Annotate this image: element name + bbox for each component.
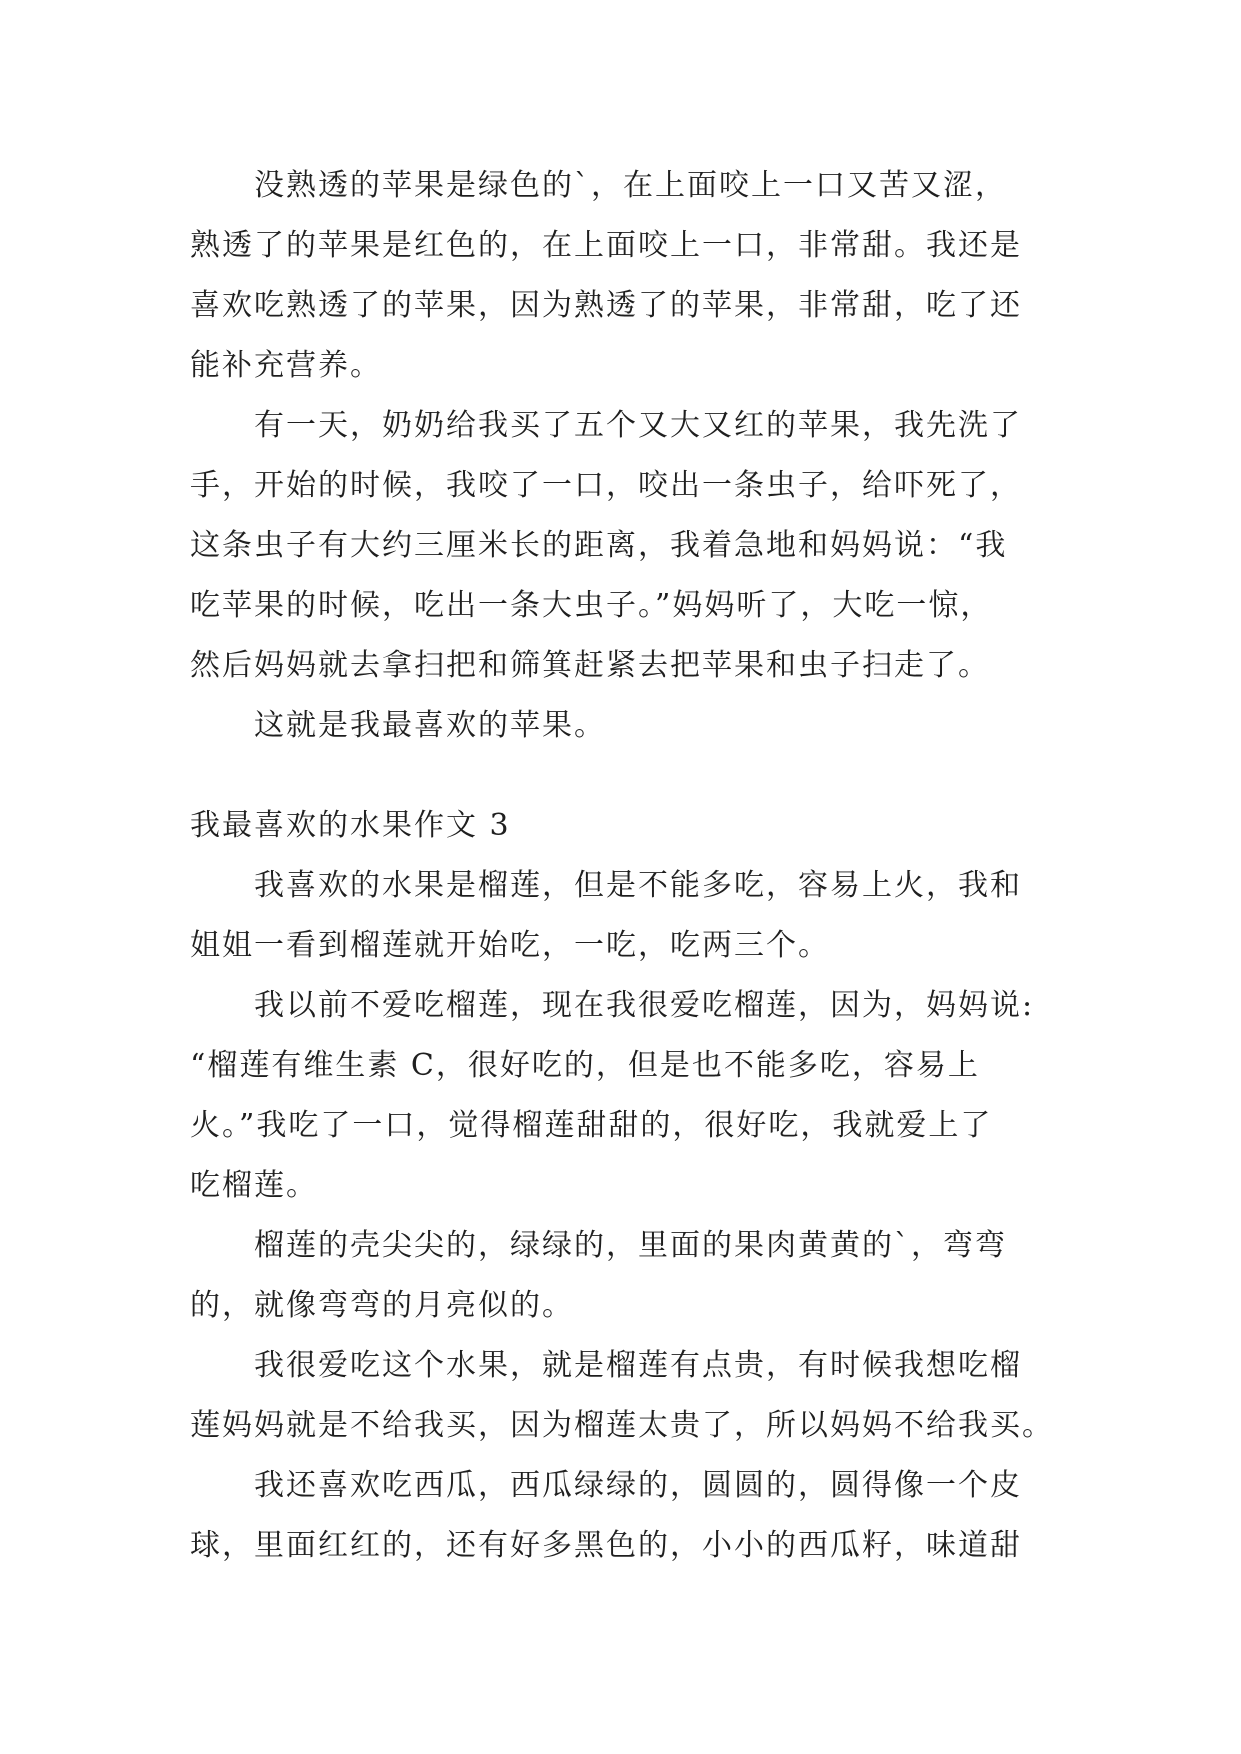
paragraph-line: 熟透了的苹果是红色的，在上面咬上一口，非常甜。我还是 [190, 228, 1022, 263]
paragraph-line: 莲妈妈就是不给我买，因为榴莲太贵了，所以妈妈不给我买。 [190, 1408, 1054, 1443]
paragraph-line: 有一天，奶奶给我买了五个又大又红的苹果，我先洗了 [254, 408, 1022, 443]
paragraph-line: 喜欢吃熟透了的苹果，因为熟透了的苹果，非常甜，吃了还 [190, 288, 1022, 323]
paragraph-line: 姐姐一看到榴莲就开始吃，一吃，吃两三个。 [190, 928, 830, 963]
paragraph-line: 榴莲的壳尖尖的，绿绿的，里面的果肉黄黄的`，弯弯 [254, 1228, 1007, 1263]
paragraph-line: 我很爱吃这个水果，就是榴莲有点贵，有时候我想吃榴 [254, 1348, 1022, 1383]
paragraph-line: 的，就像弯弯的月亮似的。 [190, 1288, 574, 1323]
paragraph-line: 没熟透的苹果是绿色的`，在上面咬上一口又苦又涩， [254, 168, 1007, 203]
paragraph-line: 然后妈妈就去拿扫把和筛箕赶紧去把苹果和虫子扫走了。 [190, 648, 990, 683]
paragraph-line: 吃榴莲。 [190, 1168, 318, 1203]
paragraph-line: 火。”我吃了一口，觉得榴莲甜甜的，很好吃，我就爱上了 [190, 1108, 993, 1143]
paragraph-line: 我喜欢的水果是榴莲，但是不能多吃，容易上火，我和 [254, 868, 1022, 903]
paragraph-line: “榴莲有维生素 C，很好吃的，但是也不能多吃，容易上 [190, 1048, 980, 1083]
paragraph-line: 这就是我最喜欢的苹果。 [254, 708, 606, 743]
paragraph-line: 这条虫子有大约三厘米长的距离，我着急地和妈妈说：“我 [190, 528, 1008, 563]
paragraph-line: 球，里面红红的，还有好多黑色的，小小的西瓜籽，味道甜 [190, 1528, 1022, 1563]
paragraph-line: 能补充营养。 [190, 348, 382, 383]
paragraph-line: 我还喜欢吃西瓜，西瓜绿绿的，圆圆的，圆得像一个皮 [254, 1468, 1022, 1503]
paragraph-line: 手，开始的时候，我咬了一口，咬出一条虫子，给吓死了， [190, 468, 1022, 503]
paragraph-line: 我以前不爱吃榴莲，现在我很爱吃榴莲，因为，妈妈说: [254, 988, 1035, 1023]
section-heading: 我最喜欢的水果作文 3 [190, 808, 511, 843]
paragraph-line: 吃苹果的时候，吃出一条大虫子。”妈妈听了，大吃一惊， [190, 588, 993, 623]
